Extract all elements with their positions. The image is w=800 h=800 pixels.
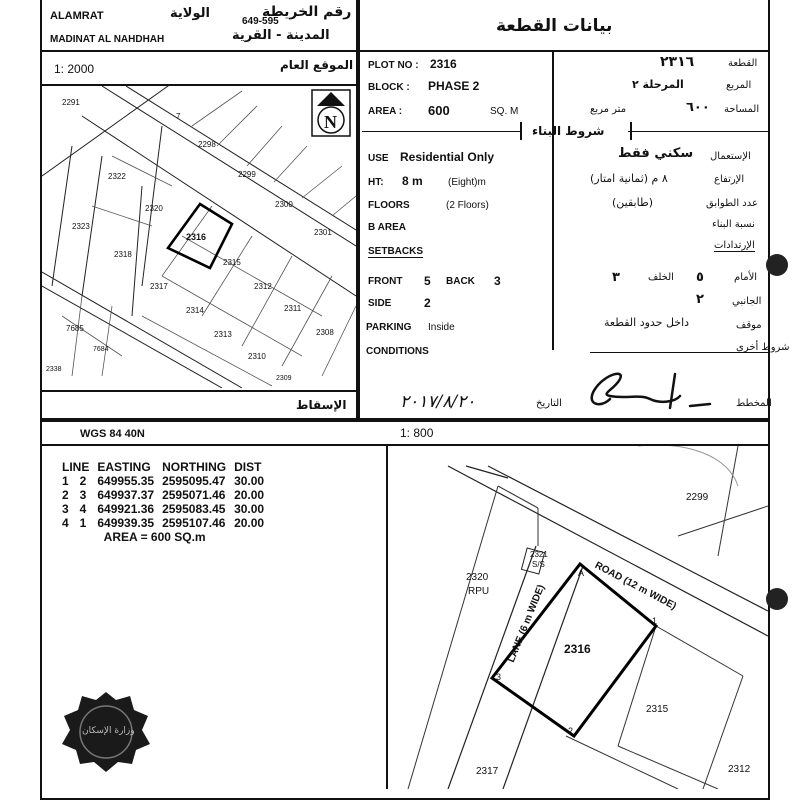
plot-label-2312: 2312 [254,282,272,291]
conditions-title-ar: شروط البناء [532,124,605,138]
plot-label-2315: 2315 [223,258,241,267]
plot-label-2313: 2313 [214,330,232,339]
parking-label-ar: موقف [736,320,762,331]
city-ar: المدينة - القرية [232,28,330,43]
plot-no-value: 2316 [430,57,457,71]
use-ar: سكني فقط [618,146,694,161]
side-ar: ٢ [696,292,704,307]
projection-label-ar: الإسقاط [296,398,347,412]
area-label: AREA : [368,106,403,117]
floors-ar: (طابقين) [612,196,654,209]
north-letter: N [324,112,337,132]
side-value: 2 [424,296,431,310]
parking-label: PARKING [366,322,412,333]
building-area-label: B AREA [368,222,406,233]
plot-label-2299: 2299 [238,170,256,179]
back-label: BACK [446,276,475,287]
area-summary: AREA = 600 SQ.m [103,530,206,544]
plot-label-ar: القطعة [728,58,758,69]
top-title-ar: بيانات القطعة [496,16,613,36]
col-header-line: LINE [62,460,90,474]
front-value: 5 [424,274,431,288]
plot-2316-label: 2316 [564,642,591,656]
location-scale: 1: 2000 [54,62,95,76]
punch-hole-top [766,254,788,276]
plot-label-2317: 2317 [150,282,168,291]
conditions-divider-left [362,131,522,132]
parking-ar: داخل حدود القطعة [604,316,690,329]
col-header-dist: DIST [234,460,262,474]
use-value: Residential Only [400,150,495,164]
block-value: PHASE 2 [428,79,480,93]
area-unit: SQ. M [490,106,519,117]
plot-label-2316: 2316 [186,232,207,242]
floors-value: (2 Floors) [446,200,489,211]
plot-no-label: PLOT NO : [368,60,419,71]
map-number: 649-595 [242,16,279,27]
planner-label-ar: المخطط [736,398,772,409]
lane-label: LANE (6 m WIDE) [506,583,548,665]
plot-label-2318: 2318 [114,250,132,259]
plot-map-scale: 1: 800 [400,426,434,440]
area-ar: ٦٠٠ [686,100,710,115]
table-row: 2 3 649937.37 2595071.46 20.00 [62,488,265,502]
signature-icon [580,364,730,414]
info-vertical-divider [552,52,554,350]
col-header-northing: NORTHING [162,460,227,474]
plot-no-ar: ٢٣١٦ [660,54,695,70]
block-label: BLOCK : [368,82,410,93]
datum-label: WGS 84 40N [80,428,145,440]
location-title-ar: الموقع العام [280,58,354,72]
plot-label-2308: 2308 [316,328,334,337]
floors-label-ar: عدد الطوابق [706,198,758,209]
plot-2317: 2317 [476,766,499,777]
conditions-label: CONDITIONS [366,346,429,357]
plot-label-7685: 7685 [66,324,84,333]
corner-2: 2 [568,726,574,736]
use-label: USE [368,153,389,164]
area-value: 600 [428,103,450,118]
location-map-bottom-line [40,390,358,392]
height-label-ar: الإرتفاع [714,174,745,185]
plot-label-2291: 2291 [62,98,80,107]
floors-label: FLOORS [368,200,410,211]
parking-value: Inside [428,322,455,333]
table-row: 4 1 649939.35 2595107.46 20.00 [62,516,265,530]
setbacks-label: SETBACKS [368,246,424,257]
top-right-frame [358,0,770,420]
building-area-label-ar: نسبة البناء [712,219,755,230]
plot-label-2322: 2322 [108,172,126,181]
plot-2321-use: S/S [532,560,545,569]
punch-hole-bottom [766,588,788,610]
col-header-easting: EASTING [97,460,151,474]
conditions-divider-right [628,131,768,132]
front-label: FRONT [368,276,403,287]
side-label: SIDE [368,298,392,309]
front-ar: ٥ [696,270,704,285]
back-label-ar: الخلف [648,272,674,283]
height-label: HT: [368,177,384,188]
plot-2315: 2315 [646,704,669,715]
road-label: ROAD (12 m WIDE) [592,560,678,613]
info-bottom-line [590,352,770,353]
map-number-label-ar: رقم الخريطة [262,4,352,20]
coordinates-table [58,460,268,544]
plot-label-2300: 2300 [275,200,293,209]
plot-label-2309: 2309 [276,375,292,382]
header-divider [40,50,358,52]
area-unit-ar: متر مربع [590,104,627,115]
plot-2320-use: RPU [468,586,490,597]
height-ar: ٨ م (ثمانية امتار) [590,172,668,185]
plot-label-2298: 2298 [198,140,216,149]
plot-label-2338: 2338 [46,366,62,373]
plot-label-2311: 2311 [284,304,302,313]
back-value: 3 [494,274,501,288]
use-label-ar: الإستعمال [710,151,751,162]
plot-2320: 2320 [466,572,489,583]
front-label-ar: الأمام [734,272,758,283]
conditions-label-ar: شروط أخرى [736,342,790,353]
table-row: 3 4 649921.36 2595083.45 30.00 [62,502,265,516]
plot-label-2314: 2314 [186,306,204,315]
date-handwritten: ٢٠١٧/٨/٢٠ [400,392,476,412]
back-ar: ٣ [612,270,620,285]
plot-label-7: 7 [176,112,181,121]
plot-label-2323: 2323 [72,222,90,231]
plot-2299: 2299 [686,492,709,503]
plot-2312: 2312 [728,764,751,775]
date-label-ar: التاريخ [536,398,562,409]
city-en: MADINAT AL NAHDHAH [50,34,165,45]
wilayat-en: ALAMRAT [50,10,104,22]
plot-2321: 2321 [530,550,548,559]
table-row: 1 2 649955.35 2595095.47 30.00 [62,474,265,488]
height-words: (Eight)m [448,177,486,188]
corner-4: A [578,568,585,578]
stamp-text: وزارة الإسكان [82,726,135,736]
plot-label-2310: 2310 [248,352,266,361]
side-label-ar: الجانبي [732,296,762,307]
area-label-ar: المساحة [724,104,760,115]
corner-1: 1 [652,616,658,626]
block-label-ar: المربع [726,80,752,91]
height-value: 8 m [402,174,423,188]
top-title-divider [358,50,770,52]
wilayat-ar: الولاية [170,6,210,21]
setbacks-label-ar: الإرتدادات [714,240,755,251]
block-ar: المرحلة ٢ [632,78,684,91]
plot-label-2320: 2320 [145,204,163,213]
plot-label-2301: 2301 [314,228,332,237]
plot-label-7684: 7684 [93,346,109,353]
plot-drawing [388,446,768,789]
corner-3: 3 [496,672,502,682]
